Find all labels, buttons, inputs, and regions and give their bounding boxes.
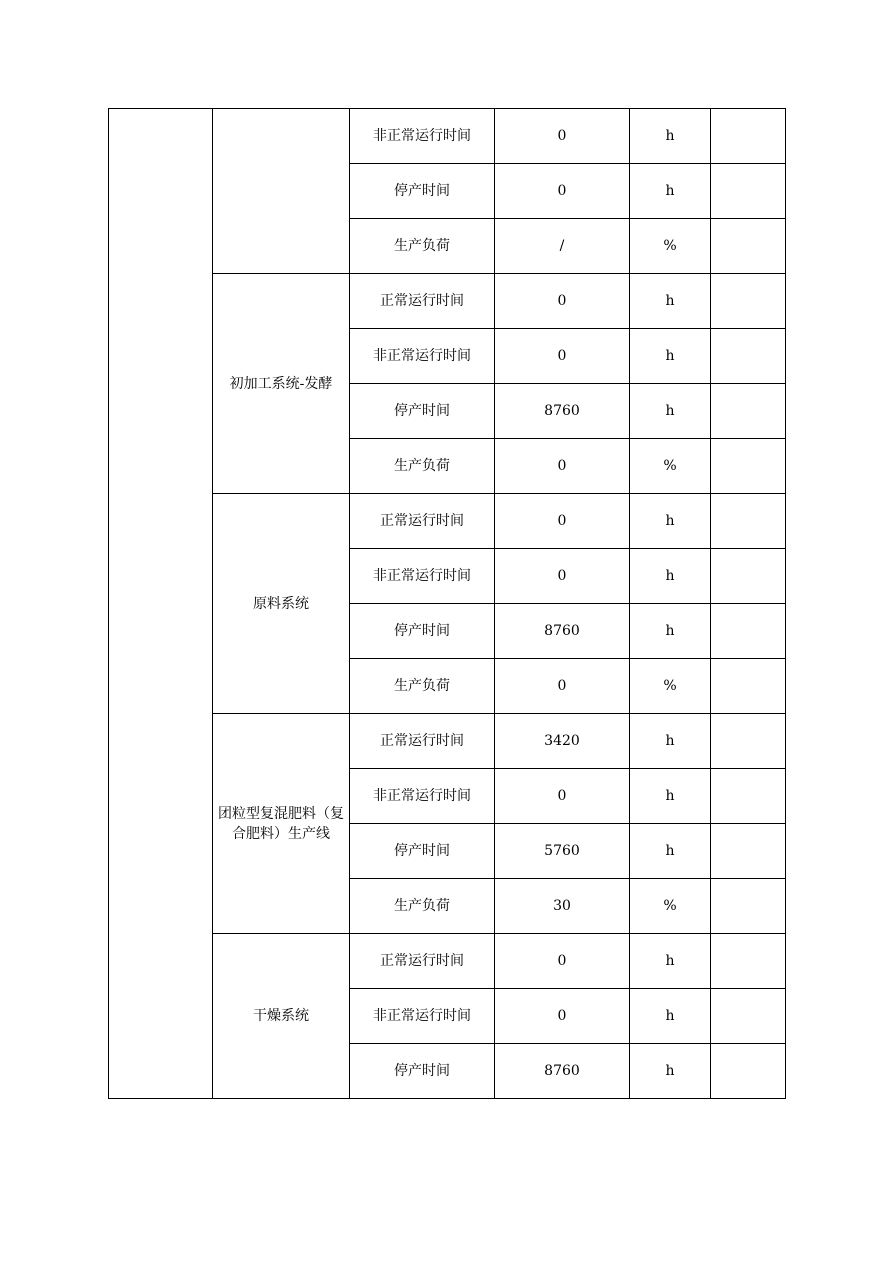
indicator-cell: 非正常运行时间	[350, 989, 495, 1044]
value-cell: 8760	[495, 604, 630, 659]
system-name-cell: 原料系统	[213, 494, 350, 714]
indicator-cell: 非正常运行时间	[350, 109, 495, 164]
value-cell: /	[495, 219, 630, 274]
indicator-cell: 非正常运行时间	[350, 549, 495, 604]
note-cell	[711, 769, 786, 824]
note-cell	[711, 934, 786, 989]
unit-cell: h	[630, 164, 711, 219]
value-cell: 3420	[495, 714, 630, 769]
indicator-cell: 生产负荷	[350, 659, 495, 714]
note-cell	[711, 1044, 786, 1099]
system-name-cell	[213, 109, 350, 274]
note-cell	[711, 824, 786, 879]
value-cell: 0	[495, 109, 630, 164]
value-cell: 0	[495, 329, 630, 384]
note-cell	[711, 879, 786, 934]
operation-hours-table	[108, 108, 786, 1099]
indicator-cell: 生产负荷	[350, 219, 495, 274]
indicator-cell: 正常运行时间	[350, 494, 495, 549]
indicator-cell: 正常运行时间	[350, 934, 495, 989]
note-cell	[711, 659, 786, 714]
note-cell	[711, 549, 786, 604]
unit-cell: h	[630, 329, 711, 384]
system-name-cell: 团粒型复混肥料（复合肥料）生产线	[213, 714, 350, 934]
table-row	[109, 109, 786, 164]
value-cell: 5760	[495, 824, 630, 879]
note-cell	[711, 164, 786, 219]
note-cell	[711, 439, 786, 494]
indicator-cell: 正常运行时间	[350, 714, 495, 769]
unit-cell: h	[630, 384, 711, 439]
unit-cell: h	[630, 1044, 711, 1099]
indicator-cell: 停产时间	[350, 824, 495, 879]
value-cell: 30	[495, 879, 630, 934]
note-cell	[711, 274, 786, 329]
unit-cell: h	[630, 549, 711, 604]
unit-cell: h	[630, 934, 711, 989]
indicator-cell: 停产时间	[350, 604, 495, 659]
system-name-cell: 初加工系统-发酵	[213, 274, 350, 494]
indicator-cell: 停产时间	[350, 1044, 495, 1099]
unit-cell: h	[630, 109, 711, 164]
unit-cell: %	[630, 439, 711, 494]
value-cell: 0	[495, 769, 630, 824]
unit-cell: h	[630, 824, 711, 879]
value-cell: 8760	[495, 384, 630, 439]
indicator-cell: 正常运行时间	[350, 274, 495, 329]
unit-cell: %	[630, 879, 711, 934]
value-cell: 0	[495, 934, 630, 989]
note-cell	[711, 714, 786, 769]
indicator-cell: 生产负荷	[350, 879, 495, 934]
value-cell: 0	[495, 274, 630, 329]
value-cell: 0	[495, 494, 630, 549]
unit-cell: h	[630, 274, 711, 329]
unit-cell: h	[630, 494, 711, 549]
unit-cell: h	[630, 714, 711, 769]
note-cell	[711, 604, 786, 659]
note-cell	[711, 494, 786, 549]
category-cell	[109, 109, 213, 1099]
note-cell	[711, 384, 786, 439]
value-cell: 0	[495, 439, 630, 494]
indicator-cell: 非正常运行时间	[350, 329, 495, 384]
note-cell	[711, 989, 786, 1044]
value-cell: 0	[495, 164, 630, 219]
value-cell: 8760	[495, 1044, 630, 1099]
value-cell: 0	[495, 659, 630, 714]
note-cell	[711, 109, 786, 164]
note-cell	[711, 219, 786, 274]
unit-cell: %	[630, 659, 711, 714]
indicator-cell: 非正常运行时间	[350, 769, 495, 824]
value-cell: 0	[495, 989, 630, 1044]
unit-cell: %	[630, 219, 711, 274]
note-cell	[711, 329, 786, 384]
indicator-cell: 生产负荷	[350, 439, 495, 494]
system-name-cell: 干燥系统	[213, 934, 350, 1099]
unit-cell: h	[630, 989, 711, 1044]
indicator-cell: 停产时间	[350, 384, 495, 439]
value-cell: 0	[495, 549, 630, 604]
unit-cell: h	[630, 604, 711, 659]
indicator-cell: 停产时间	[350, 164, 495, 219]
table-body	[109, 109, 786, 1099]
unit-cell: h	[630, 769, 711, 824]
